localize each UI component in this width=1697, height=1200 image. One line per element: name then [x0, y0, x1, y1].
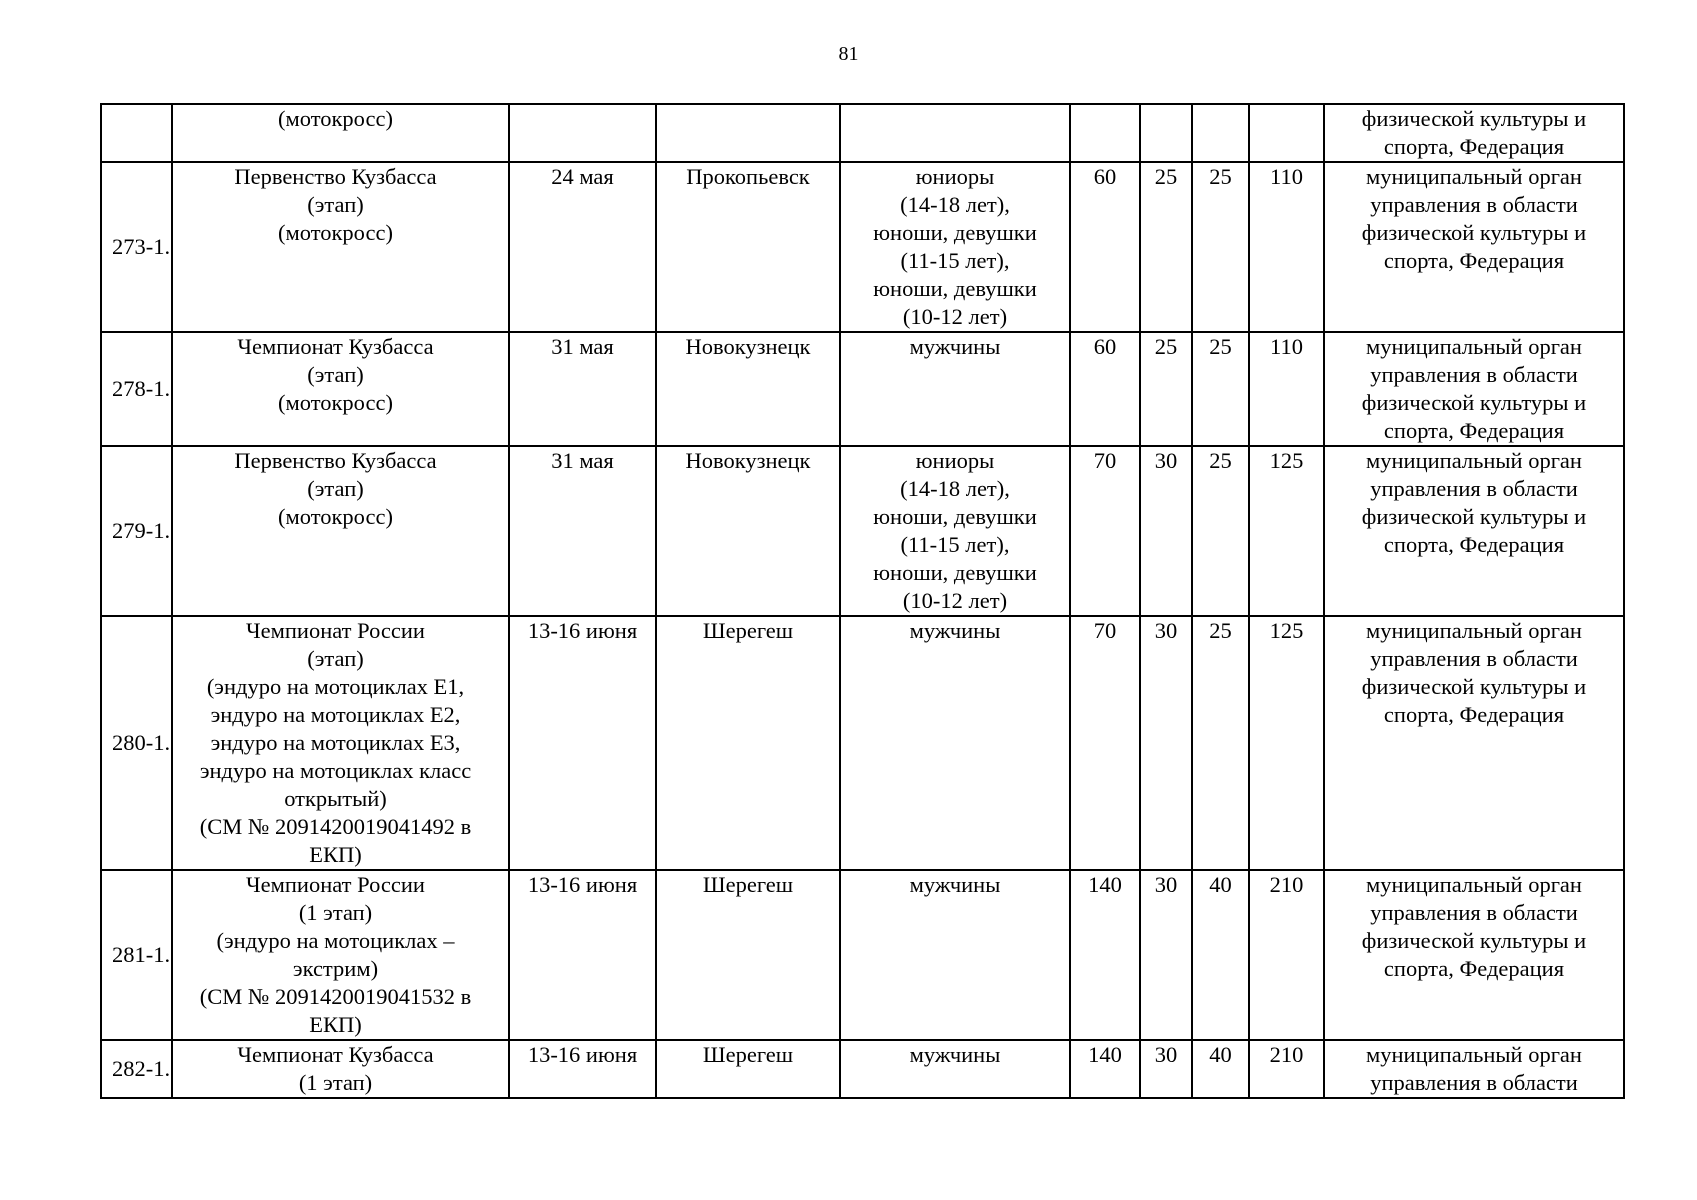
event-date: 13-16 июня	[509, 1040, 656, 1098]
count-c	[1192, 104, 1249, 162]
count-b	[1140, 104, 1192, 162]
event-name: Чемпионат Кузбасса (этап) (мотокросс)	[172, 332, 509, 446]
participants: мужчины	[840, 1040, 1070, 1098]
event-date: 24 мая	[509, 162, 656, 332]
count-a	[1070, 104, 1140, 162]
count-a: 70	[1070, 616, 1140, 870]
event-location: Шерегеш	[656, 1040, 840, 1098]
event-name: Первенство Кузбасса (этап) (мотокросс)	[172, 446, 509, 616]
event-name: Чемпионат России (1 этап) (эндуро на мотоциклах – экстрим) (СМ № 2091420019041532 в ЕКП)	[172, 870, 509, 1040]
table-row	[101, 616, 1624, 870]
count-total: 125	[1249, 616, 1324, 870]
table-row	[101, 104, 1624, 162]
count-b: 30	[1140, 1040, 1192, 1098]
event-location: Прокопьевск	[656, 162, 840, 332]
count-c: 25	[1192, 616, 1249, 870]
count-total	[1249, 104, 1324, 162]
table-row	[101, 332, 1624, 446]
count-b: 25	[1140, 162, 1192, 332]
organizer: муниципальный орган управления в области физической культуры и спорта, Федерация	[1324, 446, 1624, 616]
table-body	[101, 104, 1624, 1098]
count-total: 125	[1249, 446, 1324, 616]
participants	[840, 104, 1070, 162]
count-b: 30	[1140, 446, 1192, 616]
event-date: 31 мая	[509, 446, 656, 616]
organizer: муниципальный орган управления в области физической культуры и спорта, Федерация	[1324, 332, 1624, 446]
participants: мужчины	[840, 870, 1070, 1040]
organizer: муниципальный орган управления в области физической культуры и спорта, Федерация	[1324, 162, 1624, 332]
count-total: 110	[1249, 332, 1324, 446]
count-c: 25	[1192, 332, 1249, 446]
event-location: Шерегеш	[656, 870, 840, 1040]
event-location: Новокузнецк	[656, 332, 840, 446]
count-b: 25	[1140, 332, 1192, 446]
row-number: 280-1.	[101, 616, 172, 870]
event-date	[509, 104, 656, 162]
count-a: 140	[1070, 1040, 1140, 1098]
participants: юниоры (14-18 лет), юноши, девушки (11-15 лет), юноши, девушки (10-12 лет)	[840, 446, 1070, 616]
count-c: 40	[1192, 870, 1249, 1040]
row-number: 281-1.	[101, 870, 172, 1040]
table-row	[101, 162, 1624, 332]
count-a: 140	[1070, 870, 1140, 1040]
event-name: Чемпионат России (этап) (эндуро на мотоциклах Е1, эндуро на мотоциклах Е2, эндуро на мотоциклах Е3, эндуро на мотоциклах класс открытый) (СМ № 2091420019041492 в ЕКП)	[172, 616, 509, 870]
count-c: 25	[1192, 446, 1249, 616]
count-total: 110	[1249, 162, 1324, 332]
event-name: (мотокросс)	[172, 104, 509, 162]
row-number: 279-1.	[101, 446, 172, 616]
count-total: 210	[1249, 870, 1324, 1040]
table-row	[101, 870, 1624, 1040]
event-date: 13-16 июня	[509, 616, 656, 870]
event-date: 13-16 июня	[509, 870, 656, 1040]
event-date: 31 мая	[509, 332, 656, 446]
row-number	[101, 104, 172, 162]
event-location	[656, 104, 840, 162]
count-a: 60	[1070, 162, 1140, 332]
organizer: муниципальный орган управления в области физической культуры и спорта, Федерация	[1324, 616, 1624, 870]
count-b: 30	[1140, 616, 1192, 870]
event-location: Шерегеш	[656, 616, 840, 870]
organizer: муниципальный орган управления в области физической культуры и спорта, Федерация	[1324, 870, 1624, 1040]
count-a: 60	[1070, 332, 1140, 446]
page-number: 81	[838, 43, 859, 65]
event-location: Новокузнецк	[656, 446, 840, 616]
count-c: 25	[1192, 162, 1249, 332]
count-b: 30	[1140, 870, 1192, 1040]
row-number: 278-1.	[101, 332, 172, 446]
event-name: Первенство Кузбасса (этап) (мотокросс)	[172, 162, 509, 332]
count-total: 210	[1249, 1040, 1324, 1098]
participants: юниоры (14-18 лет), юноши, девушки (11-15 лет), юноши, девушки (10-12 лет)	[840, 162, 1070, 332]
participants: мужчины	[840, 332, 1070, 446]
participants: мужчины	[840, 616, 1070, 870]
organizer: муниципальный орган управления в области	[1324, 1040, 1624, 1098]
event-name: Чемпионат Кузбасса (1 этап)	[172, 1040, 509, 1098]
row-number: 282-1.	[101, 1040, 172, 1098]
organizer: физической культуры и спорта, Федерация	[1324, 104, 1624, 162]
count-a: 70	[1070, 446, 1140, 616]
table-row	[101, 1040, 1624, 1098]
count-c: 40	[1192, 1040, 1249, 1098]
row-number: 273-1.	[101, 162, 172, 332]
events-table	[100, 103, 1625, 1099]
table-row	[101, 446, 1624, 616]
